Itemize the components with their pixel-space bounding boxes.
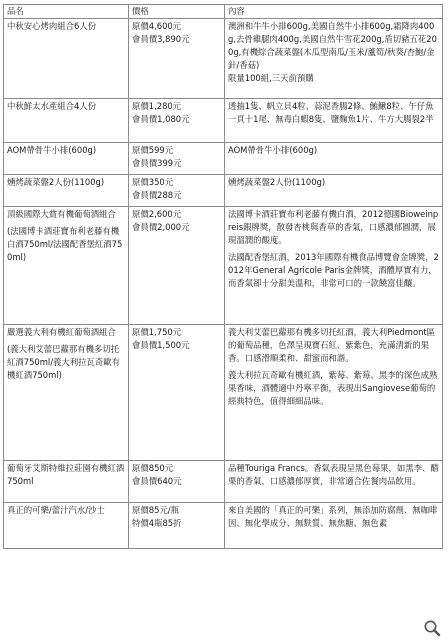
price-cell	[129, 175, 225, 207]
content-paragraph	[228, 144, 439, 157]
content-line: 法國配香堡紅酒，2013年國際有機食品博覽會金牌獎，2012年General Agricole Paris金牌獎，酒體厚實有力，而香氣卻十分甜美溫和，非常可口的一款饒富佳釀。	[228, 252, 439, 288]
content-line: 義大利拉瓦奇歐有機紅酒，紫莓、紫莓、黑李的深色成熟果香味，酒體適中丹寧平衡，表現出Sangiovese葡萄的經典特色，值得細細品味。	[228, 370, 438, 406]
product-table	[3, 4, 443, 549]
content-paragraph	[228, 326, 439, 365]
product-name-cell	[4, 503, 129, 549]
member-price: 會員價640元	[132, 476, 182, 486]
product-name: 燻烤蔬菜盤2人份(1100g)	[7, 177, 105, 187]
product-name: 中秋鮮太水產組合4人份	[7, 101, 97, 111]
member-price: 會員價1,080元	[132, 114, 190, 124]
product-name: 嚴選義大利有機紅葡萄酒組合	[7, 327, 116, 337]
price-cell	[129, 99, 225, 143]
content-line: 義大利艾蕾巴蘿那有機多切托紅酒，義大利Piedmont區的葡萄品種，色澤呈現寶石紅、紫紫色，充滿清新的果香。口感滑順柔和、甜蜜而和諧。	[228, 327, 436, 363]
product-name: (義大利艾蕾巴蘿那有機多切托紅酒750ml/義大利拉瓦奇歐有機紅酒750ml)	[7, 344, 121, 380]
content-line: 限量100組,三天前預購	[228, 73, 314, 83]
table-row	[4, 207, 443, 325]
header-price: 價格	[129, 5, 225, 19]
product-name-cell	[4, 19, 129, 99]
product-name-cell	[4, 143, 129, 175]
product-name: (法國博卡酒莊寶布利老藤有機白酒750ml/法國配香堡紅酒750ml)	[7, 226, 123, 262]
original-price: 原價2,600元	[132, 209, 182, 219]
content-cell	[225, 143, 443, 175]
header-name: 品名	[4, 5, 129, 19]
product-name-cell	[4, 207, 129, 325]
content-line: 來自美國的「真正的可樂」系列，無添加防腐劑、無咖啡因、無化學成分、無麩質、無焦糖、無色素	[228, 505, 438, 528]
content-paragraph	[228, 20, 439, 85]
product-name: 葡萄牙艾斯特維拉莊園有機紅酒750ml	[7, 463, 125, 486]
member-price: 會員價2,000元	[132, 222, 190, 232]
content-cell	[225, 207, 443, 325]
product-name-cell	[4, 325, 129, 461]
content-paragraph	[228, 208, 439, 247]
content-line: 法國博卡酒莊寶布利老藤有機白酒，2012德國Bioweinpreis銀牌獎，散發杏桃與香草的香氣，口感濃郁圓潤，展現溫潤的酸度。	[228, 209, 439, 245]
member-price: 會員價3,890元	[132, 34, 190, 44]
content-paragraph	[228, 462, 439, 488]
content-cell	[225, 503, 443, 549]
content-cell	[225, 19, 443, 99]
content-paragraph	[228, 176, 439, 189]
original-price: 原價1,750元	[132, 327, 182, 337]
product-name: 頂級國際大賞有機葡萄酒組合	[7, 209, 116, 219]
price-cell	[129, 19, 225, 99]
content-line: 澳洲和牛牛小排600g,美國自然牛小排600g,霜降肉400g,去骨雞腿肉400g,美國自然牛雪花200g,盾切豬五花200g,有機綜合蔬菜盤(木瓜型南瓜/玉米/蘆筍/秋葵/杏鮑/金針/香菇)	[228, 21, 437, 70]
table-row	[4, 461, 443, 503]
content-cell	[225, 325, 443, 461]
original-price: 原價1,280元	[132, 101, 182, 111]
product-name-cell	[4, 175, 129, 207]
member-price: 會員價288元	[132, 190, 182, 200]
content-cell	[225, 461, 443, 503]
content-line: 透抽1隻、帆立貝4粒、蒜泥香腸2條、鮪鰍8粒、午仔魚一頁十1尾、無毒白蝦8隻、鹽麴魚1片、牛方大腸裂2半	[228, 101, 434, 124]
table-row	[4, 99, 443, 143]
table-row	[4, 143, 443, 175]
content-line: AOM帶骨牛小排(600g)	[228, 145, 318, 155]
price-cell	[129, 207, 225, 325]
content-paragraph	[228, 100, 439, 126]
member-price: 會員價399元	[132, 158, 182, 168]
price-cell	[129, 461, 225, 503]
original-price: 原價85元/瓶	[132, 505, 179, 515]
content-paragraph	[228, 369, 439, 408]
original-price: 原價4,600元	[132, 21, 182, 31]
product-name-cell	[4, 99, 129, 143]
content-line: 品種Touriga Francs。香氣表現呈黑色莓果，如黑李、醋栗的香氣，口感濃郁厚實，非常適合佐餐肉品飲用。	[228, 463, 439, 486]
content-line: 燻烤蔬菜盤2人份(1100g)	[228, 177, 326, 187]
product-name: AOM帶骨牛小排(600g)	[7, 145, 97, 155]
table-row	[4, 19, 443, 99]
table-row	[4, 175, 443, 207]
content-paragraph	[228, 251, 439, 290]
product-name: 中秋安心烤肉組合6人份	[7, 21, 97, 31]
product-table-sheet	[3, 4, 442, 549]
price-cell	[129, 143, 225, 175]
member-price: 特價4瓶85折	[132, 518, 182, 528]
original-price: 原價850元	[132, 463, 174, 473]
original-price: 原價599元	[132, 145, 174, 155]
price-cell	[129, 325, 225, 461]
table-row	[4, 325, 443, 461]
product-name-cell	[4, 461, 129, 503]
price-cell	[129, 503, 225, 549]
header-row	[4, 5, 443, 19]
content-cell	[225, 99, 443, 143]
member-price: 會員價1,500元	[132, 340, 190, 350]
product-name: 真正的可樂/蕾汁汽水/沙士	[7, 505, 105, 515]
content-cell	[225, 175, 443, 207]
table-row	[4, 503, 443, 549]
content-paragraph	[228, 504, 439, 530]
magnifier-icon[interactable]	[423, 619, 441, 637]
original-price: 原價350元	[132, 177, 174, 187]
header-content: 內容	[225, 5, 443, 19]
